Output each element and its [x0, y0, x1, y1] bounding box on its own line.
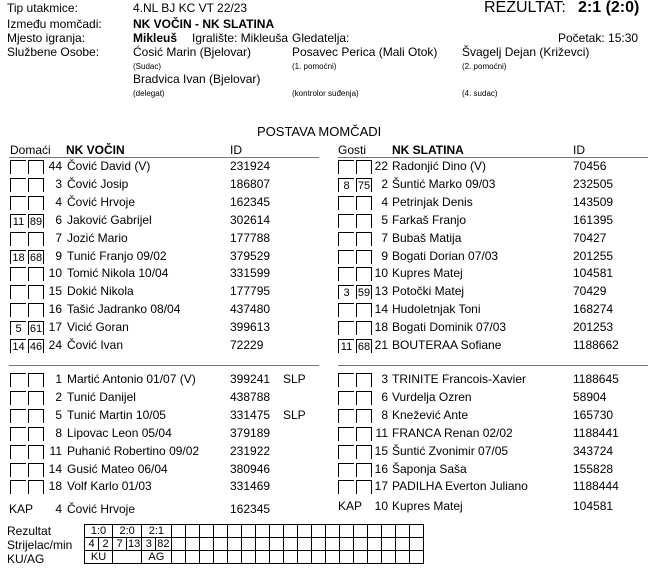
scorer-cell: [395, 538, 409, 551]
score-result-cell: [283, 525, 297, 538]
home-kap-id: 162345: [230, 502, 271, 516]
away-sub-min-box: 11: [338, 339, 354, 353]
igraliste: Igralište: Mikleuša: [192, 31, 289, 45]
home-player-num: 17: [48, 320, 62, 335]
home-sub-min-box: 18: [10, 250, 26, 264]
home-player-id: 162345: [230, 194, 271, 209]
kuag-cell: [311, 551, 325, 564]
away-player-id: 104581: [573, 266, 614, 281]
score-result-cell: 2:0: [113, 525, 142, 538]
scorer-cell: [171, 538, 185, 551]
scorer-cell: [241, 538, 255, 551]
home-sub-min-box: 61: [29, 323, 43, 336]
scorer-cell: 3: [142, 538, 156, 551]
home-kap-label: KAP: [9, 502, 34, 516]
home-sub-box: [10, 463, 26, 477]
away-sub-min-box: 68: [357, 341, 371, 353]
away-kap-label: KAP: [338, 499, 363, 513]
home-sub-min-box: [10, 160, 26, 174]
home-player-num: 15: [48, 284, 62, 299]
home-sub-note: SLP: [283, 372, 306, 386]
rezultat-label: REZULTAT:: [484, 0, 566, 16]
home-sub-num: 1: [55, 372, 62, 386]
home-player-name: Dokić Nikola: [67, 284, 134, 299]
home-player-id: 437480: [230, 302, 271, 317]
scorer-cell: [255, 538, 269, 551]
izmedu-label: Između momčadi:: [7, 17, 102, 31]
home-sub-name: Lipovac Leon 05/04: [67, 425, 172, 440]
away-player-num: 2: [381, 176, 388, 191]
home-sub-num: 2: [55, 389, 62, 404]
away-player-num: 10: [374, 266, 388, 281]
away-player-name: Kupres Matej: [392, 266, 463, 281]
scorer-cell: [339, 538, 353, 551]
score-result-cell: [227, 525, 241, 538]
home-sub-id: 231922: [230, 443, 271, 458]
pocetak: Početak: 15:30: [558, 31, 639, 45]
kuag-cell: [325, 551, 339, 564]
scorer-cell: 82: [157, 538, 170, 550]
away-sub-min-box: [338, 160, 354, 174]
home-sub-box: [10, 373, 26, 387]
score-result-cell: [297, 525, 311, 538]
scorer-cell: [381, 538, 395, 551]
away-sub-id: 165730: [573, 407, 614, 422]
away-sub-min-box: [338, 214, 354, 228]
home-sub-id: 331475: [230, 407, 271, 422]
away-sub-name: PADILHA Everton Juliano: [392, 479, 528, 494]
away-sub-id: 155828: [573, 461, 614, 476]
away-player-name: Bogati Dorian 07/03: [392, 248, 499, 263]
away-player-num: 14: [374, 302, 388, 317]
score-result-cell: [381, 525, 395, 538]
divider: [9, 365, 319, 366]
scorer-cell: [199, 538, 213, 551]
home-player-id: 331599: [230, 266, 271, 281]
away-player-id: 1188662: [573, 338, 619, 352]
away-player-name: Hudoletnjak Toni: [392, 302, 481, 317]
home-sub-name: Tunić Danijel: [67, 389, 136, 404]
score-result-cell: 2:1: [142, 525, 171, 538]
official-role: (1. pomoćni): [292, 62, 337, 71]
away-player-id: 201253: [573, 320, 614, 335]
home-kap-name: Čović Hrvoje: [67, 502, 136, 516]
home-sub-name: Puhanić Robertino 09/02: [67, 443, 200, 458]
away-sub-id: 58904: [573, 389, 607, 404]
away-kap-id: 104581: [573, 499, 614, 513]
away-sub-box: [338, 463, 354, 477]
official-role: (4. sudac): [462, 89, 498, 98]
home-player-num: 6: [55, 212, 62, 227]
away-team-header: NK SLATINA: [392, 143, 464, 157]
kuag-cell: [255, 551, 269, 564]
home-sub-id: 331469: [230, 479, 271, 494]
teams-title: NK VOČIN - NK SLATINA: [133, 17, 275, 31]
official-name: Posavec Perica (Mali Otok): [292, 45, 438, 59]
away-sub-num: 16: [374, 461, 388, 476]
home-sub-min-box: [10, 178, 26, 192]
away-sub-box: [338, 480, 354, 494]
divider: [338, 365, 648, 366]
away-sub-box: [338, 409, 354, 423]
kuag-cell: AG: [142, 551, 171, 564]
home-sub-min-box: 46: [29, 341, 43, 353]
kuag-cell: [367, 551, 381, 564]
away-sub-num: 11: [375, 425, 388, 440]
home-sub-box: [10, 391, 26, 405]
home-col-label: Domaći: [10, 143, 51, 157]
home-player-name: Tunić Franjo 09/02: [67, 248, 167, 263]
score-result-cell: [171, 525, 185, 538]
score-result-cell: [241, 525, 255, 538]
home-id-header: ID: [230, 143, 242, 157]
score-result-cell: [339, 525, 353, 538]
home-sub-id: 379189: [230, 425, 271, 440]
official-role: (2. pomoćni): [462, 62, 507, 71]
scorer-cell: [185, 538, 199, 551]
away-player-num: 18: [374, 320, 388, 335]
away-sub-id: 1188645: [573, 372, 619, 386]
away-player-id: 70429: [573, 284, 607, 299]
home-sub-name: Tunić Martin 10/05: [67, 407, 166, 422]
away-player-name: Šuntić Marko 09/03: [392, 176, 496, 191]
home-player-name: Čović Josip: [67, 176, 129, 191]
scorer-cell: [269, 538, 283, 551]
away-player-name: Farkaš Franjo: [392, 212, 467, 227]
kuag-cell: [339, 551, 353, 564]
away-sub-id: 1188444: [573, 479, 619, 494]
home-player-name: Vicić Goran: [67, 320, 129, 335]
score-table: [84, 524, 424, 564]
scorer-cell: 7: [113, 538, 127, 551]
mjesto-value: Mikleuš: [133, 31, 178, 45]
home-player-num: 10: [48, 266, 62, 281]
home-sub-box: [10, 427, 26, 441]
away-player-name: BOUTERAA Sofiane: [392, 338, 502, 352]
home-sub-min-box: 14: [10, 339, 26, 353]
score-result-cell: [353, 525, 367, 538]
away-player-num: 4: [381, 194, 388, 209]
tip-label: Tip utakmice:: [7, 1, 78, 15]
official-role: (kontrolor suđenja): [292, 89, 359, 98]
home-player-num: 3: [55, 176, 62, 191]
away-player-id: 232505: [573, 176, 614, 191]
score-result-cell: [255, 525, 269, 538]
official-name: Bradvica Ivan (Bjelovar): [133, 72, 261, 86]
kuag-cell: [381, 551, 395, 564]
away-sub-min-box: [338, 250, 354, 264]
away-kap-name: Kupres Matej: [392, 499, 463, 513]
home-sub-min-box: 5: [10, 321, 26, 335]
home-sub-id: 399241: [230, 372, 271, 386]
scorer-cell: [297, 538, 311, 551]
home-player-num: 24: [48, 338, 62, 352]
away-player-id: 143509: [573, 194, 614, 209]
home-player-name: Jaković Gabrijel: [67, 212, 152, 227]
home-player-id: 399613: [230, 320, 271, 335]
sluzbene-label: Službene Osobe:: [7, 45, 100, 59]
kuag-cell: [283, 551, 297, 564]
score-result-cell: [409, 525, 423, 538]
home-player-num: 7: [55, 230, 62, 245]
home-sub-min-box: [10, 232, 26, 246]
home-player-id: 302614: [230, 212, 271, 227]
home-player-name: Tašić Jadranko 08/04: [67, 302, 181, 317]
rezultat-value: 2:1 (2:0): [578, 0, 640, 16]
away-sub-num: 15: [374, 443, 388, 458]
kuag-cell: [185, 551, 199, 564]
postava-title: POSTAVA MOMČADI: [257, 124, 382, 139]
away-sub-name: Šuntić Zvonimir 07/05: [392, 443, 509, 458]
away-sub-num: 8: [381, 407, 388, 422]
divider: [338, 157, 648, 158]
away-sub-name: Šaponja Saša: [392, 461, 467, 476]
official-role: (Sudac): [133, 62, 162, 71]
away-sub-min-box: 59: [357, 287, 371, 300]
kuag-cell: [199, 551, 213, 564]
home-sub-name: Volf Karlo 01/03: [67, 479, 152, 494]
scorer-cell: [325, 538, 339, 551]
official-name: Ćosić Marin (Bjelovar): [133, 45, 252, 59]
score-result-cell: [269, 525, 283, 538]
kuag-cell: [113, 551, 142, 564]
away-player-num: 7: [381, 230, 388, 245]
away-sub-name: TRINITE Francois-Xavier: [392, 372, 527, 386]
away-sub-min-box: 8: [338, 178, 354, 192]
away-sub-box: [338, 445, 354, 459]
away-player-num: 5: [381, 212, 388, 227]
home-sub-num: 11: [49, 443, 62, 458]
home-team-header: NK VOČIN: [66, 143, 125, 157]
score-result-cell: [395, 525, 409, 538]
gledatelja: Gledatelja:: [292, 31, 350, 45]
away-player-id: 70427: [573, 230, 607, 245]
official-name: Švagelj Dejan (Križevci): [462, 45, 590, 59]
home-sub-box: [10, 445, 26, 459]
away-id-header: ID: [573, 143, 585, 157]
home-sub-num: 5: [55, 407, 62, 422]
away-sub-box: [338, 391, 354, 405]
away-player-id: 161395: [573, 212, 614, 227]
tip-value: 4.NL BJ KC VT 22/23: [133, 1, 248, 15]
score-result-cell: [325, 525, 339, 538]
home-sub-note: SLP: [283, 407, 306, 422]
kuag-row-label: KU/AG: [7, 552, 45, 566]
kuag-cell: [269, 551, 283, 564]
away-player-id: 168274: [573, 302, 614, 317]
away-player-id: 201255: [573, 248, 614, 263]
away-player-num: 21: [374, 338, 388, 352]
scorer-cell: [353, 538, 367, 551]
home-player-name: Tomić Nikola 10/04: [67, 266, 169, 281]
away-sub-num: 6: [381, 389, 388, 404]
away-sub-name: Knežević Ante: [392, 407, 469, 422]
home-player-id: 177795: [230, 284, 271, 299]
scorer-cell: [213, 538, 227, 551]
home-sub-min-box: 11: [10, 214, 26, 228]
kuag-cell: [409, 551, 423, 564]
away-sub-id: 1188441: [573, 425, 619, 440]
kuag-cell: [297, 551, 311, 564]
home-player-name: Čović David (V): [67, 159, 151, 173]
away-sub-min-box: [338, 232, 354, 246]
away-sub-num: 3: [381, 372, 388, 386]
kuag-cell: [171, 551, 185, 564]
home-sub-min-box: [10, 267, 26, 281]
home-player-num: 16: [48, 302, 62, 317]
kuag-cell: [227, 551, 241, 564]
home-player-id: 177788: [230, 230, 271, 245]
away-sub-min-box: [338, 267, 354, 281]
scorer-cell: [367, 538, 381, 551]
away-kap-num: 10: [374, 499, 388, 513]
away-sub-min-box: 3: [338, 285, 354, 299]
away-sub-min-box: 75: [357, 179, 371, 192]
home-sub-id: 380946: [230, 461, 271, 476]
scorer-cell: [311, 538, 325, 551]
home-sub-name: Martić Antonio 01/07 (V): [67, 372, 196, 386]
home-player-num: 4: [55, 194, 62, 209]
home-player-name: Čović Hrvoje: [67, 194, 136, 209]
rezultat-row-label: Rezultat: [7, 524, 52, 538]
score-result-cell: 1:0: [85, 525, 113, 538]
scorer-cell: 4: [85, 538, 99, 551]
home-sub-num: 18: [48, 479, 62, 494]
score-result-cell: [213, 525, 227, 538]
score-result-cell: [311, 525, 325, 538]
away-sub-name: FRANCA Renan 02/02: [392, 425, 513, 440]
home-sub-num: 8: [55, 425, 62, 440]
divider: [9, 157, 319, 158]
away-player-name: Bogati Dominik 07/03: [392, 320, 507, 335]
score-result-cell: [367, 525, 381, 538]
home-sub-min-box: 68: [29, 251, 43, 264]
kuag-cell: [213, 551, 227, 564]
scorer-cell: 13: [128, 538, 141, 550]
scorer-cell: 2: [99, 538, 113, 551]
home-player-num: 44: [48, 159, 62, 173]
home-player-id: 72229: [230, 338, 264, 352]
home-player-id: 186807: [230, 176, 271, 191]
home-sub-min-box: [10, 303, 26, 317]
home-player-name: Jozić Mario: [67, 230, 128, 245]
away-player-name: Radonjić Dino (V): [392, 159, 487, 173]
away-sub-box: [338, 427, 354, 441]
away-player-num: 22: [374, 159, 388, 173]
kuag-cell: [241, 551, 255, 564]
away-player-name: Potočki Matej: [392, 284, 465, 299]
home-sub-min-box: [10, 196, 26, 210]
home-kap-num: 4: [55, 502, 62, 516]
official-role: (delegat): [133, 89, 165, 98]
home-sub-box: [10, 409, 26, 423]
away-player-num: 9: [381, 248, 388, 263]
away-sub-min-box: [338, 303, 354, 317]
home-player-name: Čović Ivan: [67, 338, 124, 352]
away-player-id: 70456: [573, 159, 607, 173]
away-sub-min-box: [338, 321, 354, 335]
away-sub-id: 343724: [573, 443, 614, 458]
away-sub-box: [338, 373, 354, 387]
kuag-cell: [353, 551, 367, 564]
mjesto-label: Mjesto igranja:: [7, 31, 86, 45]
home-player-id: 231924: [230, 159, 271, 173]
strijelac-row-label: Strijelac/min: [7, 538, 73, 552]
scorer-cell: [227, 538, 241, 551]
scorer-cell: [409, 538, 423, 551]
away-sub-name: Vurdelja Ozren: [392, 389, 472, 404]
kuag-cell: KU: [85, 551, 113, 564]
score-result-cell: [185, 525, 199, 538]
away-col-label: Gosti: [338, 143, 367, 157]
score-result-cell: [199, 525, 213, 538]
away-sub-min-box: [338, 196, 354, 210]
away-sub-num: 17: [374, 479, 388, 494]
home-player-id: 379529: [230, 248, 271, 263]
home-sub-id: 438788: [230, 389, 271, 404]
home-sub-min-box: [10, 285, 26, 299]
away-player-name: Petrinjak Denis: [392, 194, 473, 209]
home-sub-min-box: 89: [29, 215, 43, 228]
home-sub-num: 14: [48, 461, 62, 476]
away-player-num: 13: [374, 284, 388, 299]
home-sub-box: [10, 480, 26, 494]
home-player-num: 9: [55, 248, 62, 263]
away-player-name: Bubaš Matija: [392, 230, 462, 245]
kuag-cell: [395, 551, 409, 564]
home-sub-name: Gusić Mateo 06/04: [67, 461, 168, 476]
scorer-cell: [283, 538, 297, 551]
